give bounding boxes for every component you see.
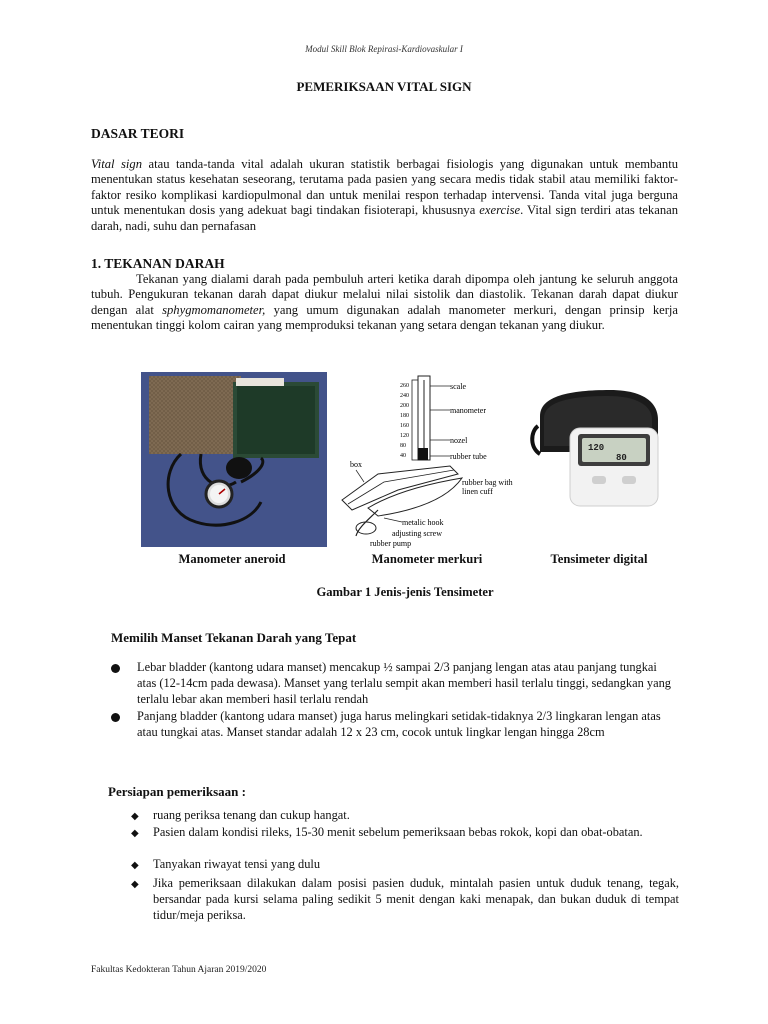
- tick-label: 80: [400, 443, 406, 449]
- diamond-bullet-icon: ◆: [131, 879, 139, 890]
- label-manometer: manometer: [450, 406, 486, 415]
- tekanan-darah-heading: 1. TEKANAN DARAH: [91, 256, 225, 271]
- label-adjusting-screw: adjusting screw: [392, 529, 442, 538]
- caption-aneroid: Manometer aneroid: [178, 552, 286, 566]
- tick-label: 180: [400, 413, 409, 419]
- tick-label: 260: [400, 383, 409, 389]
- label-scale: scale: [450, 382, 466, 391]
- diamond-bullet-icon: ◆: [131, 860, 139, 871]
- tick-label: 240: [400, 393, 409, 399]
- figure-title: Gambar 1 Jenis-jenis Tensimeter: [316, 585, 494, 599]
- list-item: Panjang bladder (kantong udara manset) juga harus melingkari setidak-tidaknya 2/3 lingkaran lengan atas atau tungkai atas. Manset standar adalah 12 x 23 cm, cocok untuk lingkar lengan hingga 28cm: [111, 709, 671, 757]
- label-rubber-pump: rubber pump: [370, 539, 412, 548]
- mercury-manometer-diagram: [338, 370, 530, 550]
- label-rubber-tube: rubber tube: [450, 452, 487, 461]
- tick-label: 160: [400, 423, 409, 429]
- label-linen-cuff: linen cuff: [462, 487, 493, 496]
- tick-label: 40: [400, 453, 406, 459]
- dasar-teori-paragraph: Vital sign atau tanda-tanda vital adalah ukuran statistik berbagai fisiologis yang digunakan untuk membantu menentukan status kesehatan seseorang, terutama pada pasien yang secara medis tidak stabil atau memiliki faktor-faktor resiko komplikasi kardiopulmonal dan untuk menilai respon terhadap intervensi. Tanda vital juga berguna untuk menentukan dosis yang adekuat bagi tindakan fisioterapi, khususnya exercise. Vital sign terdiri atas tekanan darah, nadi, suhu dan pernafasan: [91, 157, 678, 233]
- aneroid-manometer-image: [141, 372, 327, 547]
- digital-tensimeter-image: [530, 376, 670, 516]
- label-nozel: nozel: [450, 436, 468, 445]
- label-box: box: [350, 460, 362, 469]
- tick-label: 200: [400, 403, 409, 409]
- device-button-right: [622, 476, 636, 484]
- display-diastolic: 80: [616, 453, 627, 463]
- vital-sign-term: Vital sign: [91, 157, 143, 171]
- caption-digital: Tensimeter digital: [550, 552, 648, 566]
- diamond-bullet-icon: ◆: [131, 828, 139, 839]
- diamond-bullet-icon: ◆: [131, 811, 139, 822]
- bullet-dot-icon: [111, 664, 120, 673]
- label-metalic-hook: metalic hook: [402, 518, 444, 527]
- page-footer: Fakultas Kedokteran Tahun Ajaran 2019/2020: [91, 965, 267, 975]
- list-item: Lebar bladder (kantong udara manset) mencakup ½ sampai 2/3 panjang lengan atas atau panjang tungkai atas (12-14cm pada dewasa). Manset yang terlalu sempit akan memberi hasil terlalu tinggi, sedangkan yang terlalu lebar akan memberi hasil terlalu rendah: [111, 660, 671, 708]
- display-systolic: 120: [588, 443, 605, 453]
- tick-label: 120: [400, 433, 409, 439]
- page-title: PEMERIKSAAN VITAL SIGN: [296, 79, 472, 94]
- manset-heading: Memilih Manset Tekanan Darah yang Tepat: [111, 630, 357, 645]
- persiapan-heading: Persiapan pemeriksaan :: [108, 784, 246, 799]
- caption-merkuri: Manometer merkuri: [371, 552, 483, 566]
- bullet-dot-icon: [111, 713, 120, 722]
- page-header: Modul Skill Blok Repirasi-Kardiovaskular I: [305, 44, 463, 54]
- dasar-teori-heading: DASAR TEORI: [91, 126, 185, 141]
- tekanan-darah-paragraph: Tekanan yang dialami darah pada pembuluh arteri ketika darah dipompa oleh jantung ke seluruh anggota tubuh. Pengukuran tekanan darah dapat diukur melalui nilai sistolik dan diastolik. Tekanan darah dapat diukur dengan alat sphygmomanometer, yang umum digunakan adalah manometer merkuri, dengan prinsip kerja menentukan tinggi kolom cairan yang memproduksi tekanan yang setara dengan tekanan yang diukur.: [91, 272, 678, 333]
- label-rubber-bag: rubber bag with: [462, 478, 513, 487]
- device-button-left: [592, 476, 606, 484]
